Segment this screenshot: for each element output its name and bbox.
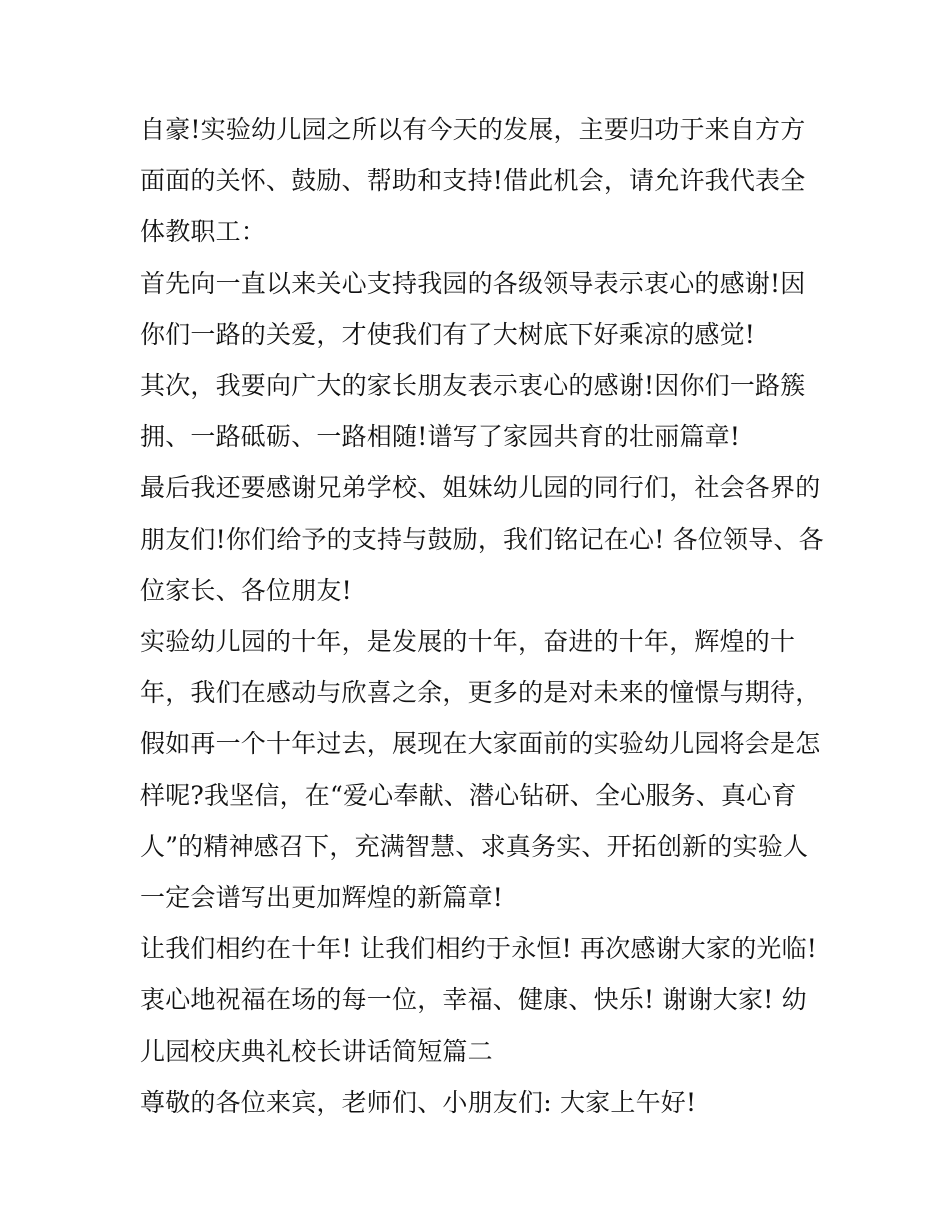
text-line: 面面的关怀、鼓励、帮助和支持!借此机会，请允许我代表全 [140,166,806,196]
text-line: 让我们相约在十年! 让我们相约于永恒! 再次感谢大家的光临! [140,934,818,964]
text-line: 一定会谱写出更加辉煌的新篇章! [140,883,504,913]
text-line: 其次，我要向广大的家长朋友表示衷心的感谢!因你们一路簇 [140,371,806,401]
document-body [140,104,830,1128]
text-line: 年，我们在感动与欣喜之余，更多的是对未来的憧憬与期待， [140,678,821,708]
text-line: 假如再一个十年过去，展现在大家面前的实验幼儿园将会是怎 [140,729,821,759]
text-line: 你们一路的关爱，才使我们有了大树底下好乘凉的感觉! [140,319,756,349]
text-line: 人”的精神感召下，充满智慧、求真务实、开拓创新的实验人 [140,831,809,861]
text-line: 儿园校庆典礼校长讲话简短篇二 [140,1036,493,1066]
text-line: 拥、一路砥砺、一路相随!谱写了家园共育的壮丽篇章! [140,422,741,452]
text-line: 样呢?我坚信，在“爱心奉献、潜心钻研、全心服务、真心育 [140,780,797,810]
text-line: 体教职工： [140,217,267,247]
text-line: 自豪!实验幼儿园之所以有今天的发展，主要归功于来自方方 [140,115,806,144]
text-line: 衷心地祝福在场的每一位，幸福、健康、快乐! 谢谢大家! 幼 [140,985,807,1015]
text-line: 位家长、各位朋友! [140,575,352,605]
text-line: 尊敬的各位来宾，老师们、小朋友们: 大家上午好! [140,1087,697,1117]
text-line: 最后我还要感谢兄弟学校、姐妹幼儿园的同行们，社会各界的 [140,473,821,503]
text-line: 朋友们!你们给予的支持与鼓励，我们铭记在心! 各位领导、各 [140,524,824,554]
text-line: 实验幼儿园的十年，是发展的十年，奋进的十年，辉煌的十 [140,627,796,657]
text-line: 首先向一直以来关心支持我园的各级领导表示衷心的感谢!因 [140,268,806,298]
